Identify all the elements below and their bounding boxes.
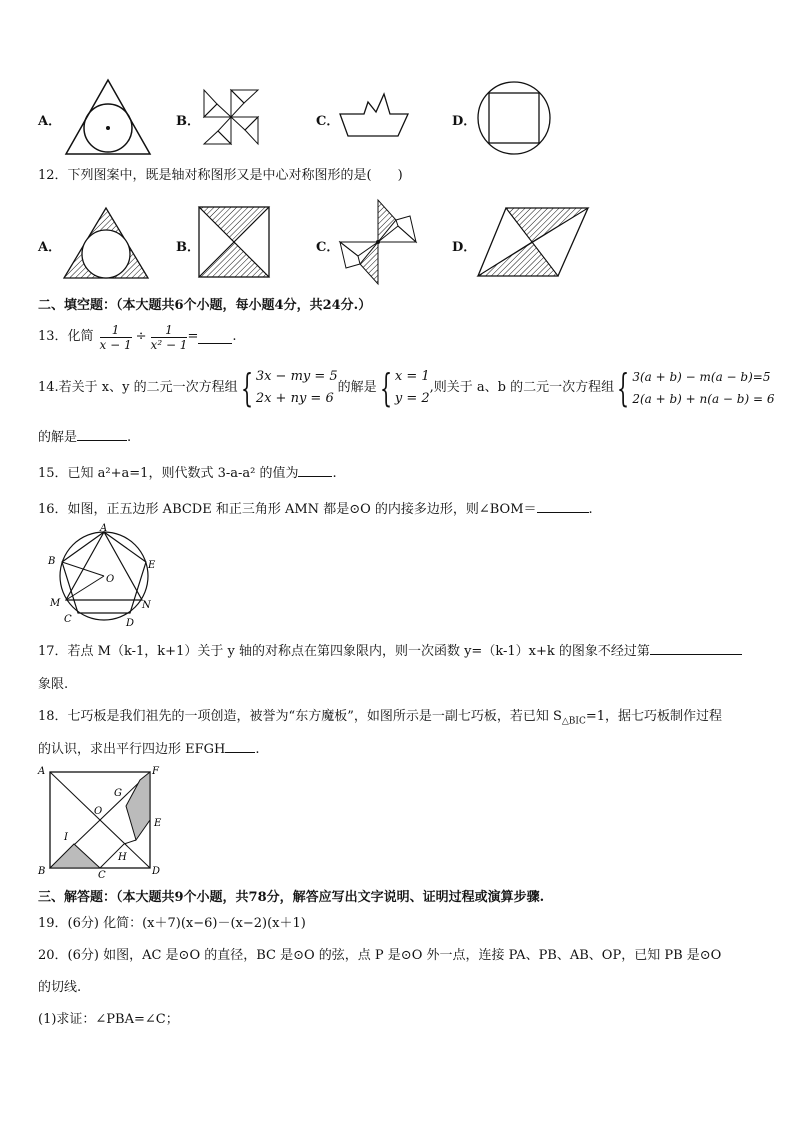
q18-line2 xyxy=(38,740,260,758)
q14-answer-blank[interactable] xyxy=(77,428,127,441)
q18-label-g: G xyxy=(114,788,122,799)
q14 xyxy=(38,364,774,412)
q18-line1a: 18．七巧板是我们祖先的一项创造，被誉为“东方魔板”，如图所示是一副七巧板，若已知 S xyxy=(38,709,562,724)
q16-label-a: A xyxy=(100,523,108,534)
q16-text: 16．如图，正五边形 ABCDE 和正三角形 AMN 都是⊙O 的内接多边形，则∠BOM＝ xyxy=(38,502,537,517)
q14-system-2: { x = 1 y = 2 xyxy=(379,366,430,410)
q14-sys2-eq2: y = 2 xyxy=(394,391,430,406)
q15-answer-blank[interactable] xyxy=(298,464,332,477)
q18-line2-text: 的认识，求出平行四边形 EFGH xyxy=(38,742,226,757)
q14-prefix: 14.若关于 x、y 的二元一次方程组 xyxy=(38,380,238,395)
q12-figure-c xyxy=(338,196,420,288)
q12-option-a: A． xyxy=(38,240,62,255)
q18-label-d: D xyxy=(152,866,161,877)
q13-fraction-1 xyxy=(100,323,132,352)
q14-system-1: { 3x − my = 5 2x + ny = 6 xyxy=(240,366,338,410)
q15-text: 15．已知 a²+a=1，则代数式 3-a-a² 的值为 xyxy=(38,466,299,481)
q11-option-c: C． xyxy=(316,114,340,129)
q18-end: . xyxy=(255,742,260,757)
q18-label-o: O xyxy=(94,806,103,817)
q18-label-h: H xyxy=(118,852,127,863)
q12-figure-a xyxy=(62,206,152,280)
q14-system-3: { 3(a + b) − m(a − b)=5 2(a + b) + n(a − b) = 6 xyxy=(617,366,775,410)
q11-figure-d xyxy=(476,80,552,156)
q16-answer-blank[interactable] xyxy=(537,500,589,513)
q16-label-d: D xyxy=(126,618,135,629)
q16 xyxy=(38,500,593,518)
section-2-heading: 二、填空题：（本大题共6个小题，每小题4分，共24分.） xyxy=(38,298,372,313)
q16-label-o: O xyxy=(106,574,115,585)
q12-option-c: C． xyxy=(316,240,340,255)
q13-answer-blank[interactable] xyxy=(198,331,232,344)
q16-label-c: C xyxy=(64,614,72,625)
q20-part1: (1)求证：∠PBA=∠C； xyxy=(38,1012,179,1027)
q18-label-b: B xyxy=(38,866,46,877)
q18-line1 xyxy=(38,709,722,730)
q13-den2: x² − 1 xyxy=(150,337,188,352)
q17-line2: 象限. xyxy=(38,677,69,692)
q11-figure-a xyxy=(64,78,154,156)
q18-answer-blank[interactable] xyxy=(225,740,255,753)
q13-equals: = xyxy=(187,329,199,344)
q16-label-e: E xyxy=(148,560,156,571)
q17-line1: 17．若点 M（k-1，k+1）关于 y 轴的对称点在第四象限内，则一次函数 y=（k-1）x+k 的图象不经过第 xyxy=(38,644,650,659)
q18-label-a: A xyxy=(38,766,46,777)
q20-line2: 的切线. xyxy=(38,980,82,995)
q18-label-e: E xyxy=(154,818,162,829)
q16-label-n: N xyxy=(142,600,151,611)
q17-answer-blank[interactable] xyxy=(650,642,742,655)
q13 xyxy=(38,320,237,354)
q15 xyxy=(38,464,337,482)
q12-option-d: D． xyxy=(452,240,477,255)
q14-sys3-eq2: 2(a + b) + n(a − b) = 6 xyxy=(632,392,775,406)
q14-mid2: ,则关于 a、b 的二元一次方程组 xyxy=(429,380,615,395)
q20-line1: 20．(6分) 如图，AC 是⊙O 的直径，BC 是⊙O 的弦，点 P 是⊙O 外一点，连接 PA、PB、AB、OP，已知 PB 是⊙O xyxy=(38,948,722,963)
q19: 19．(6分) 化简：(x＋7)(x−6)－(x−2)(x＋1) xyxy=(38,916,306,931)
q13-operator: ÷ xyxy=(135,329,147,344)
q13-prefix: 13．化简 xyxy=(38,329,94,344)
q11-option-d: D． xyxy=(452,114,477,129)
q11-option-a: A． xyxy=(38,114,62,129)
q11-option-b: B． xyxy=(176,114,200,129)
q16-label-m: M xyxy=(50,598,61,609)
q14-end: . xyxy=(127,430,132,445)
q14-sys1-eq2: 2x + ny = 6 xyxy=(255,391,334,406)
q16-figure xyxy=(42,524,162,628)
q13-den1: x − 1 xyxy=(99,337,132,352)
q11-figure-b xyxy=(202,88,262,148)
q18-label-f: F xyxy=(152,766,159,777)
q18-label-c: C xyxy=(98,870,106,881)
q12-option-b: B． xyxy=(176,240,200,255)
q12-figure-d xyxy=(476,206,590,278)
q16-label-b: B xyxy=(48,556,56,567)
q14-sys3-eq1: 3(a + b) − m(a − b)=5 xyxy=(632,370,771,384)
q15-end: . xyxy=(332,466,337,481)
q11-figure-c xyxy=(338,92,410,138)
q14-line2 xyxy=(38,428,131,446)
q14-mid1: 的解是 xyxy=(337,380,377,395)
q18-tangram-figure xyxy=(36,762,164,881)
q13-end: . xyxy=(232,329,237,344)
q18-line1b: =1，据七巧板制作过程 xyxy=(585,709,723,724)
q16-end: . xyxy=(588,502,593,517)
q12-stem: 12．下列图案中，既是轴对称图形又是中心对称图形的是( ) xyxy=(38,168,403,183)
q13-num1: 1 xyxy=(100,323,132,338)
q18-subscript: △BIC xyxy=(561,716,586,727)
q13-num2: 1 xyxy=(151,323,188,338)
q13-fraction-2 xyxy=(151,323,188,352)
q12-figure-b xyxy=(198,206,270,278)
q14-line2-text: 的解是 xyxy=(38,430,78,445)
section-3-heading: 三、解答题：（本大题共9个小题，共78分，解答应写出文字说明、证明过程或演算步骤. xyxy=(38,890,545,905)
q17 xyxy=(38,642,742,660)
q14-sys1-eq1: 3x − my = 5 xyxy=(255,369,338,384)
q14-sys2-eq1: x = 1 xyxy=(394,369,430,384)
q18-label-i: I xyxy=(64,832,68,843)
